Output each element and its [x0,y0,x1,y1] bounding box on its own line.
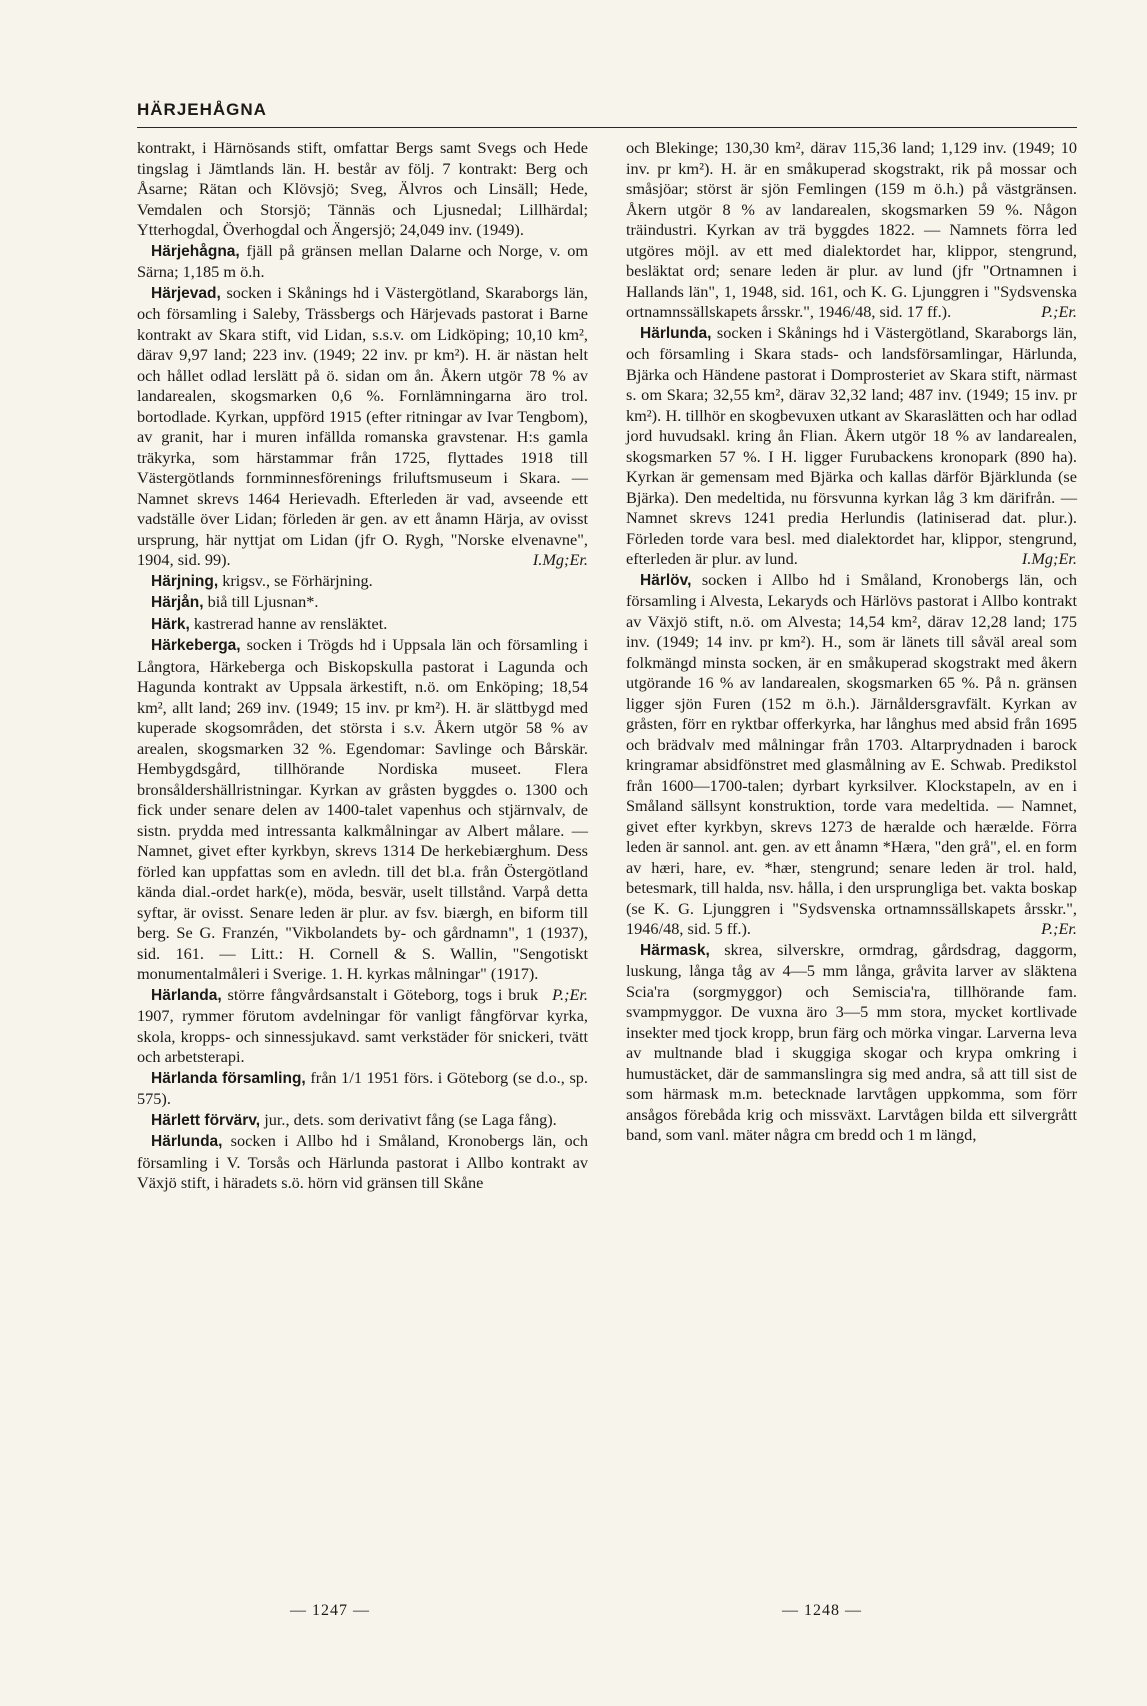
running-head: HÄRJEHÅGNA [137,100,267,119]
headword: Härlanda församling, [151,1069,306,1087]
article-text: jur., dets. som derivativt fång (se Laga fång). [260,1109,557,1129]
article-entry [137,571,588,593]
article-text: socken i Skånings hd i Västergötland, Skaraborgs län, och församling i Skara stads- och landsförsamlingar, Härlunda, Bjärka och Händene pastorat i Domprosteriet av Skara stift, närmast s. om Skara; 32,55 km², därav 32,32 land; 487 inv. (1949; 15 inv. pr km²). H. tillhör en skogbevuxen utkant av Skaraslätten och har odlad jord huvudsakl. kring ån Flian. Åkern utgör 18 % av landarealen, skogsmarken 57 %. I H. ligger Furubackens kronopark (890 ha). Kyrkan är gemensam med Bjärka och kallas därför Bjärklunda (se Bjärka). Den medeltida, nu försvunna kyrkan låg 3 km därifrån. — Namnet skrevs 1241 predia Herlundis (latiniserad dat. plur.). Förleden torde vara besl. med dialektordet har, klippor, stengrund, efterleden är plur. av lund. [626,322,1077,568]
article-entry [137,614,588,636]
author-signature: I.Mg;Er. [532,550,588,569]
headword: Härkeberga, [151,637,241,654]
headword: Härlunda, [640,324,712,342]
headword: Härk, [151,615,190,633]
author-signature: I.Mg;Er. [1021,549,1077,568]
article-text: biå till Ljusnan*. [203,592,319,611]
right-column [626,138,1077,1146]
article-text: fjäll på gränsen mellan Dalarne och Norge, v. om Särna; 1,185 m ö.h. [137,240,588,281]
article-entry [137,138,588,241]
headword: Härlanda, [151,986,222,1004]
headword: Härjehågna, [151,242,240,260]
article-entry [626,323,1077,570]
headword: Härlunda, [151,1133,223,1150]
header-rule [137,127,1077,128]
article-entry [626,138,1077,323]
article-text: socken i Trögds hd i Uppsala län och församling i Långtora, Härkeberga och Biskopskulla pastorat i Lagunda och Hagunda kontrakt av Uppsala ärkestift, n.ö. om Enköping; 18,54 km², allt land; 269 inv. (1949; 15 inv. pr km²). H. är slättbygd med kuperade skogsområden, det största i s.v. Åkern utgör 58 % av arealen, skogsmarken 32 %. Egendomar: Savlinge och Bårskär. Hembygdsgård, tillhörande Nordiska museet. Flera bronsåldershällristningar. Kyrkan av gråsten byggdes o. 1300 och fick under senare delen av 1400-talet vapenhus och stjärnvalv, de sistn. prydda med intressanta kalkmålningar av Albert målare. — Namnet, givet efter kyrkbyn, skrevs 1314 De herkebiærghum. Dess förled kan uppfattas som en avledn. till det bl.a. från Östergötland kända dial.-ordet hark(e), möda, besvär, uselt tillstånd. Varpå detta syftar, är ovisst. Senare leden är plur. av fsv. biærgh, en biform till berg. Se G. Franzén, "Vikbolandets by- och gårdnamn", 1 (1937), sid. 161. — Litt.: H. Cornell & S. Wallin, "Sengotiskt monumentalmåleri i Sverige. 1. H. kyrkas målningar" (1917). [137,635,588,983]
article-text: kontrakt, i Härnösands stift, omfattar Bergs samt Svegs och Hede tingslag i Jämtlands län. H. består av följ. 7 kontrakt: Berg och Åsarne; Rätan och Klövsjö; Sveg, Älvros och Linsäll; Hede, Vemdalen och Storsjö; Tännäs och Ljusnedal; Lillhärdal; Ytterhogdal, Överhogdal och Ängersjö; 24,049 inv. (1949). [137,138,588,239]
article-text: större fångvårdsanstalt i Göteborg, togs i bruk 1907, rymmer förutom avdelningar för vanligt fångförvar kyrka, skola, kropps- och sinnessjukavd. samt verkstäder för snickeri, tvätt och arbetsterapi. [137,984,588,1066]
article-entry [626,570,1077,940]
page-number-right: — 1248 — [782,1602,862,1619]
left-column [137,138,588,1194]
headword: Härjevad, [151,284,221,302]
headword: Härlett förvärv, [151,1111,261,1129]
article-entry [137,1131,588,1194]
article-text: skrea, silverskre, ormdrag, gårdsdrag, daggorm, luskung, långa tåg av 4—5 mm långa, gråvita larver av släktena Scia'ra (sorgmyggor) och Semiscia'ra, tillhörande fam. svampmyggor. De vuxna äro 3—5 mm stora, mycket kortlivade insekter med tjock kropp, brun färg och mörka vingar. Larverna leva av multnande blad i skuggiga skogar och krypa omkring i humustäcket, där de sammanslingra sig med andra, så att till sist de som härmask m.m. betecknade larvtågen uppkomma, som förr ansågos förebåda krig och missväxt. Larvtågen bilda ett silvergrått band, som vanl. mäter några cm bredd och 1 m längd, [626,939,1077,1144]
article-text: krigsv., se Förhärjning. [218,570,373,590]
author-signature: P.;Er. [1041,302,1077,321]
headword: Härlöv, [640,571,692,589]
article-text: socken i Allbo hd i Småland, Kronobergs län, och församling i V. Torsås och Härlunda pastorat i Allbo kontrakt av Växjö stift, i häradets s.ö. hörn vid gränsen till Skåne [137,1131,588,1192]
article-text: socken i Allbo hd i Småland, Kronobergs län, och församling i Alvesta, Lekaryds och Härlövs pastorat i Allbo kontrakt av Växjö stift, n.ö. om Alvesta; 14,54 km², därav 12,28 land; 175 inv. (1949; 14 inv. pr km²). H., som är länets till såväl areal som folkmängd minsta socken, är en småkuperad skogstrakt med åkern utgörande 16 % av landarealen, skogsmarken 65 %. På n. gränsen ligger sjön Furen (152 m ö.h.). Järnåldersgravfält. Kyrkan av gråsten, förr en ryktbar offerkyrka, har långhus med absid från 1695 och brädvalv med målningar från 1703. Altarprydnaden i barock kringramar absidfönstret med glasmålning av E. Schwab. Predikstol från 1600—1700-talen; dyrbart kyrksilver. Klockstapeln, av en i Småland sällsynt konstruktion, torde vara medeltida. — Namnet, givet efter kyrkbyn, skrevs 1273 de hæralde och hærælde. Förra leden är sannol. ant. gen. av ett ånamn *Hæra, "den grå", el. en form av hæri, hare, ev. *hær, stengrund; senare leden är trol. hald, betesmark, till halda, nsv. hålla, i den ursprungliga bet. vakta boskap (se K. G. Ljunggren i "Sydsvenska ortnamnssällskapets årsskr.", 1946/48, sid. 5 ff.). [626,569,1077,938]
article-text: och Blekinge; 130,30 km², därav 115,36 land; 1,129 inv. (1949; 10 inv. pr km²). H. är en småkuperad skogstrakt, rik på mossar och småsjöar; störst är sjön Femlingen (159 m ö.h.) på västgränsen. Åkern utgör 8 % av landarealen, skogsmarken 59 %. Någon träindustri. Kyrkan av trä byggdes 1822. — Namnets förra led utgöres möjl. av ett med dialektordet har, klippor, stengrund, besläktat ord; senare leden är plur. av lund (jfr "Ortnamnen i Hallands län", 1, 1948, sid. 161, och K. G. Ljunggren i "Sydsvenska ortnamnssällskapets årsskr.", 1946/48, sid. 17 ff.). [626,138,1077,321]
article-text: kastrerad hanne av rensläktet. [189,613,388,633]
author-signature: P.;Er. [1041,919,1077,938]
article-entry [137,241,588,283]
article-text: från 1/1 1951 förs. i Göteborg (se d.o., sp. 575). [137,1067,588,1108]
article-entry [137,283,588,571]
article-entry [626,940,1077,1146]
page-number-left: — 1247 — [290,1602,370,1619]
headword: Härjning, [151,572,219,590]
article-entry [137,592,588,614]
headword: Härjån, [151,594,204,611]
article-text: socken i Skånings hd i Västergötland, Skaraborgs län, och församling i Saleby, Trässbergs och Härjevads pastorat i Barne kontrakt av Skara stift, vid Lidan, s.s.v. om Lidköping; 10,10 km², därav 9,97 land; 223 inv. (1949; 22 inv. pr km²). H. är nästan helt och hållet odlad lerslätt på ö. sidan om ån. Åkern utgör 78 % av landarealen, skogsmarken 0,6 %. Fornlämningarna äro trol. bortodlade. Kyrkan, uppförd 1915 (efter ritningar av Ivar Tengbom), av granit, har i muren infällda romanska gravstenar. H:s gamla träkyrka, som härstammar från 1725, flyttades 1918 till Västergötlands fornminnesförenings friluftsmuseum i Skara. — Namnet skrevs 1464 Herievadh. Efterleden är vad, avseende ett vadställe över Lidan; förleden är gen. av ett ånamn Härja, av ovisst ursprung, här nyttjat om Lidan (jfr O. Rygh, "Norske elvenavne", 1904, sid. 99). [137,282,588,569]
headword: Härmask, [640,941,710,959]
article-entry [137,1110,588,1132]
article-entry [137,985,588,1068]
article-entry [137,1068,588,1110]
author-signature: P.;Er. [552,984,588,1004]
